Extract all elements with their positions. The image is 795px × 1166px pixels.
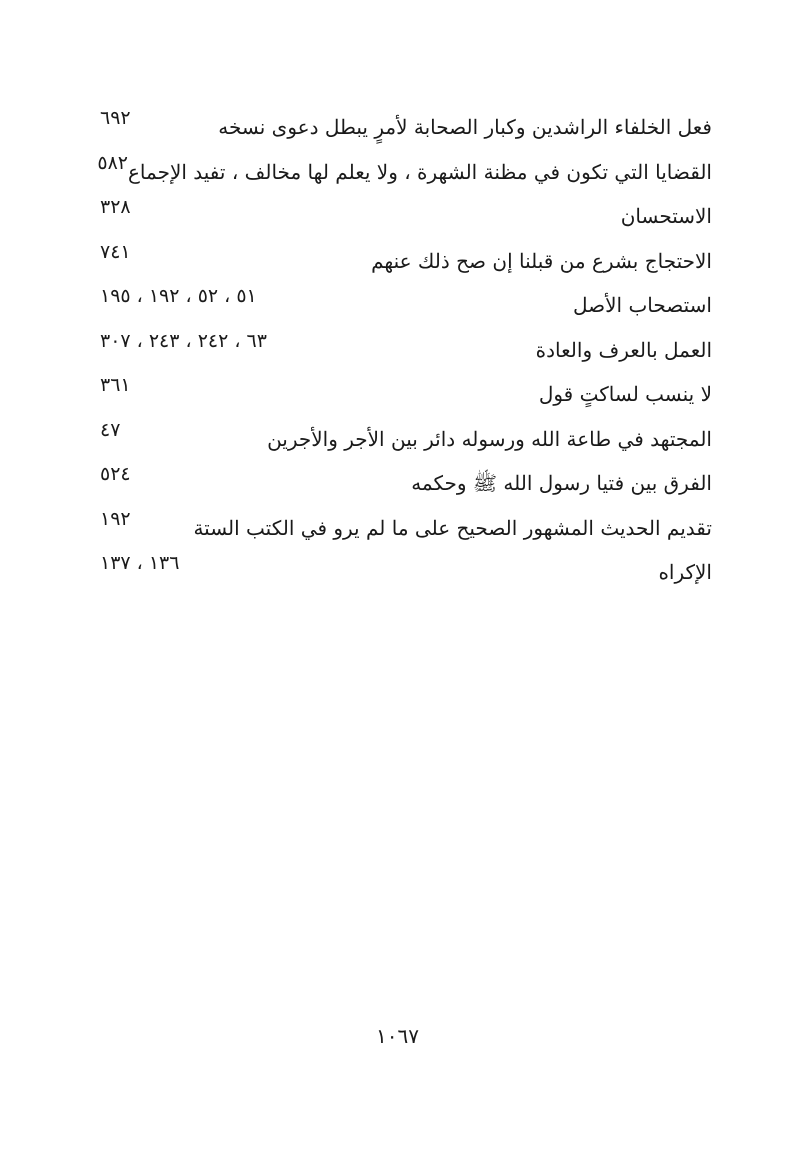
- entry-title: المجتهد في طاعة الله ورسوله دائر بين الأجر والأجرين: [267, 426, 712, 451]
- entry-title: الإكراه: [658, 560, 712, 584]
- index-entry: [100, 192, 712, 237]
- index-entry: [100, 103, 712, 148]
- index-entry: [97, 148, 712, 193]
- entry-title: استصحاب الأصل: [573, 293, 712, 317]
- entry-title: تقديم الحديث المشهور الصحيح على ما لم يرو في الكتب الستة: [193, 515, 712, 540]
- index-entry: [100, 415, 712, 460]
- index-entry: [100, 370, 712, 415]
- subject-index-list: [97, 103, 712, 593]
- entry-title: لا ينسب لساكتٍ قول: [538, 382, 712, 406]
- entry-title: الاحتجاج بشرع من قبلنا إن صح ذلك عنهم: [371, 248, 712, 273]
- entry-page-refs: ٤٧: [100, 418, 121, 441]
- index-entry: [100, 504, 712, 549]
- index-entry: [100, 459, 712, 504]
- entry-title: الفرق بين فتيا رسول الله ﷺ وحكمه: [411, 471, 712, 495]
- index-entry: [100, 281, 712, 326]
- entry-page-refs: ٣٢٨: [100, 196, 131, 218]
- entry-page-refs: ١٩٢: [100, 507, 131, 530]
- entry-page-refs: ٦٩٢: [100, 107, 131, 129]
- entry-page-refs: ٦٣ ، ٢٤٢ ، ٢٤٣ ، ٣٠٧: [100, 329, 267, 352]
- page-number: ١٠٦٧: [376, 1024, 419, 1048]
- entry-title: القضايا التي تكون في مظنة الشهرة ، ولا يعلم لها مخالف ، تفيد الإجماع: [127, 159, 712, 184]
- entry-page-refs: ٥٨٢: [97, 151, 128, 174]
- index-entry: [100, 237, 712, 282]
- index-entry: [100, 548, 712, 593]
- entry-page-refs: ١٣٦ ، ١٣٧: [100, 552, 180, 574]
- entry-title: فعل الخلفاء الراشدين وكبار الصحابة لأمرٍ يبطل دعوى نسخه: [218, 115, 712, 139]
- index-entry: [100, 326, 712, 371]
- entry-title: العمل بالعرف والعادة: [535, 337, 712, 362]
- entry-page-refs: ٣٦١: [100, 374, 131, 396]
- entry-page-refs: ٥١ ، ٥٢ ، ١٩٢ ، ١٩٥: [100, 285, 257, 307]
- entry-title: الاستحسان: [620, 204, 712, 228]
- entry-page-refs: ٥٢٤: [100, 463, 131, 485]
- entry-page-refs: ٧٤١: [100, 240, 131, 263]
